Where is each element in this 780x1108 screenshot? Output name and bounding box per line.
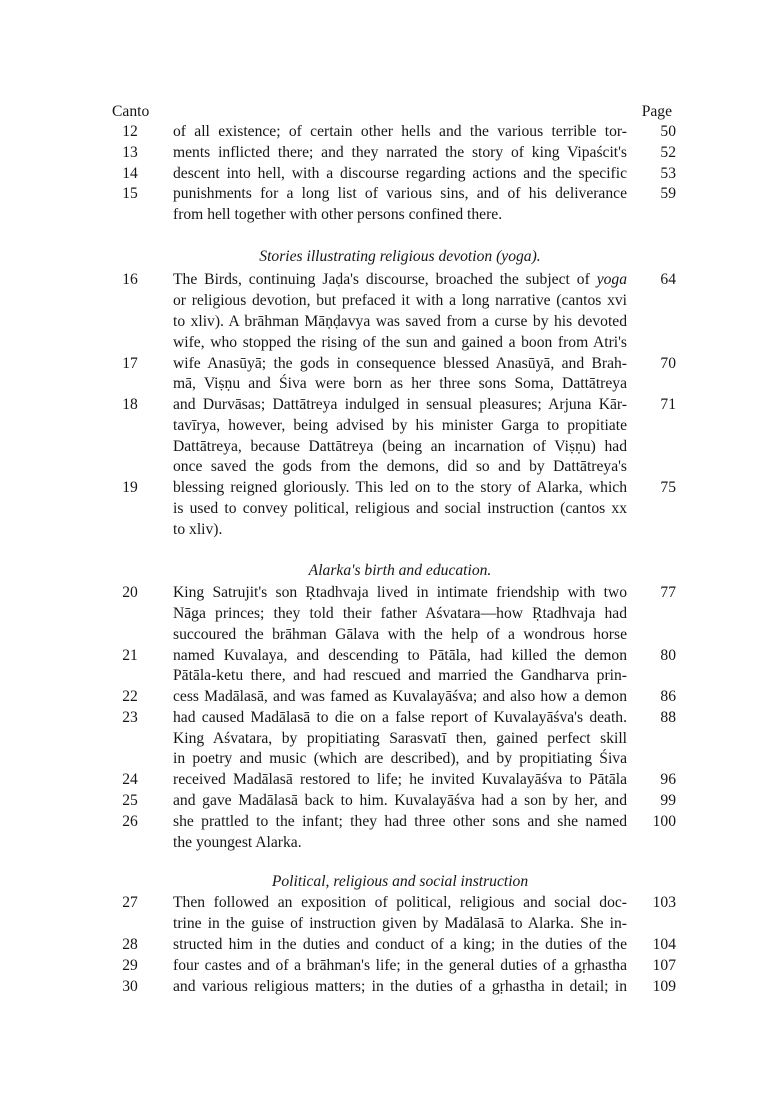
toc-summary-line: Dattātreya, because Dattātreya (being an incarnation of Viṣṇu) had: [173, 438, 627, 455]
toc-summary-line: descent into hell, with a discourse regarding actions and the specific: [173, 165, 627, 182]
toc-summary-line: or religious devotion, but prefaced it with a long narrative (cantos xvi: [173, 292, 627, 309]
toc-summary-line: cess Madālasā, and was famed as Kuvalayāśva; and also how a demon: [173, 688, 627, 705]
canto-number: 30: [122, 978, 138, 995]
italic-term: yoga: [596, 271, 627, 288]
canto-number: 16: [122, 271, 138, 288]
toc-summary-line: trine in the guise of instruction given by Madālasā to Alarka. She in-: [173, 915, 627, 932]
toc-summary-line: wife Anasūyā; the gods in consequence blessed Anasūyā, and Brah-: [173, 355, 627, 372]
page-number: 71: [660, 396, 676, 413]
toc-header-page: Page: [641, 103, 672, 120]
toc-summary-line: succoured the brāhman Gālava with the help of a wondrous horse: [173, 626, 627, 643]
toc-summary-line: Nāga princes; they told their father Aśvatara—how Ṛtadhvaja had: [173, 605, 627, 622]
page-number: 109: [652, 978, 676, 995]
toc-summary-line: King Satrujit's son Ṛtadhvaja lived in intimate friendship with two: [173, 584, 627, 601]
canto-number: 25: [122, 792, 138, 809]
toc-summary-line: the youngest Alarka.: [173, 834, 302, 851]
page-number: 80: [660, 647, 676, 664]
canto-number: 27: [122, 894, 138, 911]
canto-number: 28: [122, 936, 138, 953]
canto-number: 15: [122, 185, 138, 202]
toc-summary-line: is used to convey political, religious and social instruction (cantos xx: [173, 500, 627, 517]
canto-number: 19: [122, 479, 138, 496]
canto-number: 12: [122, 123, 138, 140]
toc-summary-line: King Aśvatara, by propitiating Sarasvatī then, gained perfect skill: [173, 730, 627, 747]
toc-summary-line: once saved the gods from the demons, did so and by Dattātreya's: [173, 458, 627, 475]
canto-number: 29: [122, 957, 138, 974]
page-number: 104: [652, 936, 676, 953]
toc-summary-line: to xliv).: [173, 521, 223, 538]
page-number: 96: [660, 771, 676, 788]
page-number: 52: [660, 144, 676, 161]
toc-summary-line: four castes and of a brāhman's life; in the general duties of a gṛhastha: [173, 957, 627, 974]
canto-number: 13: [122, 144, 138, 161]
section-heading-instruction: Political, religious and social instruction: [271, 873, 529, 890]
canto-number: 17: [122, 355, 138, 372]
toc-summary-line: and Durvāsas; Dattātreya indulged in sensual pleasures; Arjuna Kār-: [173, 396, 627, 413]
toc-summary-line: Pātāla-ketu there, and had rescued and married the Gandharva prin-: [173, 667, 627, 684]
toc-summary-line: Then followed an exposition of political, religious and social doc-: [173, 894, 627, 911]
section-heading-devotion: Stories illustrating religious devotion (yoga).: [259, 248, 541, 265]
toc-summary-line: in poetry and music (which are described), and by propitiating Śiva: [173, 750, 627, 767]
toc-summary-line: named Kuvalaya, and descending to Pātāla, had killed the demon: [173, 647, 627, 664]
page-number: 103: [652, 894, 676, 911]
page-number: 50: [660, 123, 676, 140]
page-number: 99: [660, 792, 676, 809]
canto-number: 18: [122, 396, 138, 413]
toc-summary-line: to xliv). A brāhman Māṇḍavya was saved from a curse by his devoted: [173, 313, 627, 330]
toc-summary-line: had caused Madālasā to die on a false report of Kuvalayāśva's death.: [173, 709, 627, 726]
toc-summary-line: blessing reigned gloriously. This led on to the story of Alarka, which: [173, 479, 627, 496]
page-number: 70: [660, 355, 676, 372]
toc-summary-line: she prattled to the infant; they had three other sons and she named: [173, 813, 627, 830]
canto-number: 21: [122, 647, 138, 664]
page-number: 107: [652, 957, 676, 974]
toc-summary-line: received Madālasā restored to life; he invited Kuvalayāśva to Pātāla: [173, 771, 627, 788]
toc-header-canto: Canto: [112, 103, 150, 120]
page-number: 88: [660, 709, 676, 726]
toc-summary-line: mā, Viṣṇu and Śiva were born as her three sons Soma, Dattātreya: [173, 375, 627, 392]
canto-number: 26: [122, 813, 138, 830]
page-number: 64: [660, 271, 676, 288]
canto-number: 14: [122, 165, 138, 182]
toc-summary-line: wife, who stopped the rising of the sun and gained a boon from Atri's: [173, 334, 627, 351]
toc-summary-line: ments inflicted there; and they narrated the story of king Vipaścit's: [173, 144, 627, 161]
page-number: 86: [660, 688, 676, 705]
section-heading-alarka-birth: Alarka's birth and education.: [308, 562, 492, 579]
canto-number: 20: [122, 584, 138, 601]
toc-summary-line: and gave Madālasā back to him. Kuvalayāśva had a son by her, and: [173, 792, 627, 809]
page-number: 100: [652, 813, 676, 830]
canto-number: 23: [122, 709, 138, 726]
canto-number: 22: [122, 688, 138, 705]
toc-summary-line: punishments for a long list of various sins, and of his deliverance: [173, 185, 627, 202]
toc-summary-line: and various religious matters; in the duties of a gṛhastha in detail; in: [173, 978, 627, 995]
toc-summary-line: structed him in the duties and conduct of a king; in the duties of the: [173, 936, 627, 953]
page-number: 53: [660, 165, 676, 182]
toc-summary-line: from hell together with other persons confined there.: [173, 206, 503, 223]
toc-summary-line: The Birds, continuing Jaḍa's discourse, broached the subject of yoga: [173, 271, 627, 288]
toc-summary-line: tavīrya, however, being advised by his minister Garga to propitiate: [173, 417, 627, 434]
page-number: 59: [660, 185, 676, 202]
canto-number: 24: [122, 771, 138, 788]
page-number: 77: [660, 584, 676, 601]
toc-summary-line: of all existence; of certain other hells and the various terrible tor-: [173, 123, 627, 140]
page-number: 75: [660, 479, 676, 496]
